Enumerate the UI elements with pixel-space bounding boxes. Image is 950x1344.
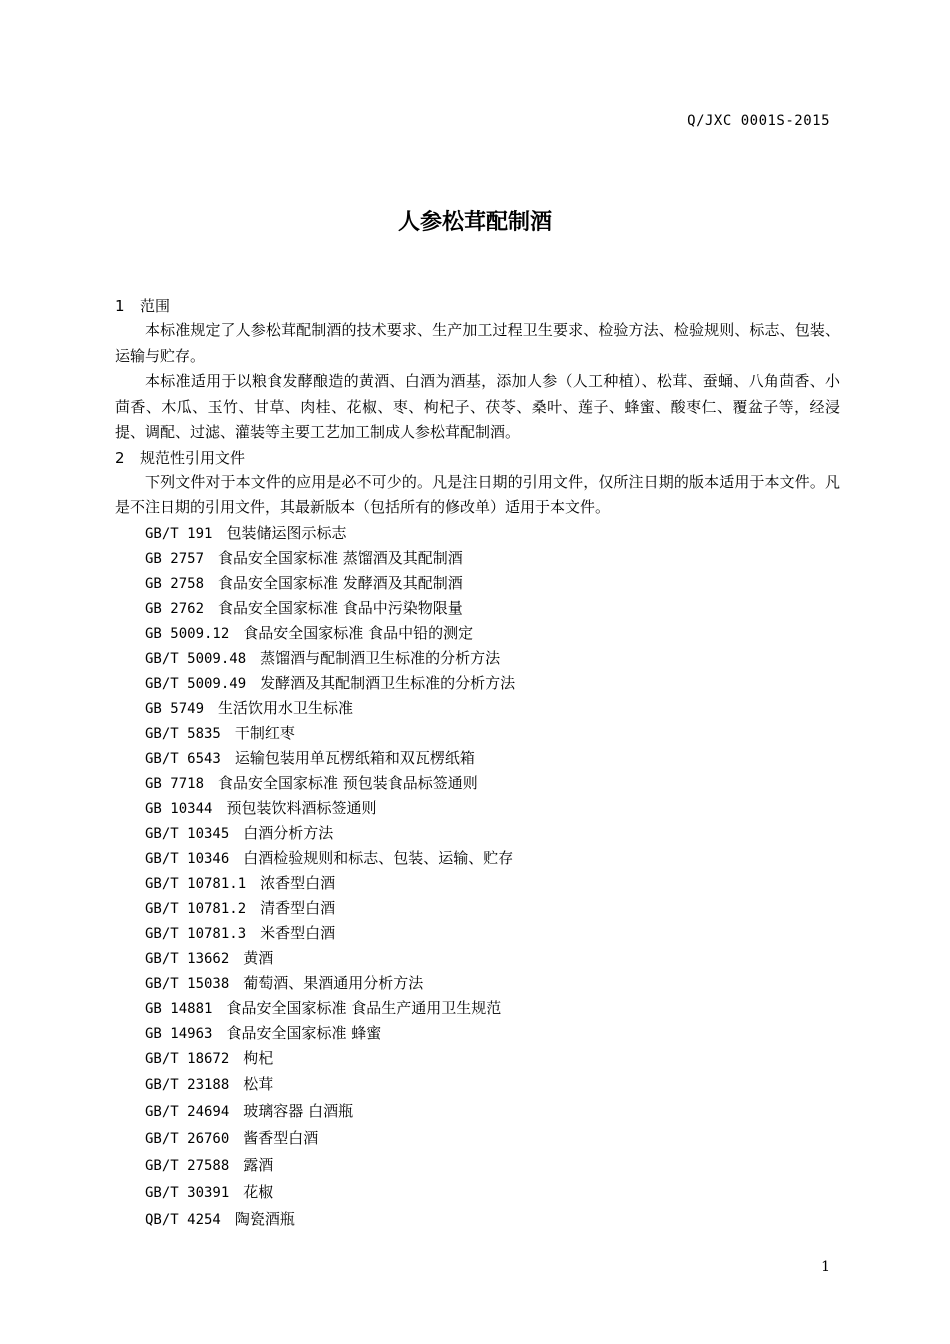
reference-item <box>115 746 840 771</box>
reference-item <box>115 921 840 946</box>
reference-title: 食品安全国家标准 食品中污染物限量 <box>218 598 463 617</box>
reference-code: GB/T 10346 <box>145 850 230 867</box>
reference-title: 食品安全国家标准 蒸馏酒及其配制酒 <box>218 548 463 567</box>
reference-item <box>115 1206 840 1233</box>
reference-title: 食品安全国家标准 蜂蜜 <box>226 1023 382 1042</box>
reference-item <box>115 1098 840 1125</box>
reference-code: GB/T 15038 <box>145 975 230 992</box>
reference-code: GB 14963 <box>145 1025 213 1042</box>
reference-code: GB/T 10781.2 <box>145 900 247 917</box>
reference-item <box>115 1021 840 1046</box>
reference-code: GB 5009.12 <box>145 625 230 642</box>
reference-title: 包装储运图示标志 <box>226 523 347 542</box>
reference-title: 露酒 <box>243 1155 274 1174</box>
reference-title: 葡萄酒、果酒通用分析方法 <box>243 973 424 992</box>
reference-code: GB 7718 <box>145 775 205 792</box>
section-number: 2 <box>115 448 125 467</box>
reference-code: GB/T 191 <box>145 525 213 542</box>
reference-title: 运输包装用单瓦楞纸箱和双瓦楞纸箱 <box>234 748 475 767</box>
reference-code: GB/T 18672 <box>145 1050 230 1067</box>
reference-item <box>115 821 840 846</box>
reference-code: GB/T 30391 <box>145 1184 230 1201</box>
reference-code: GB 2757 <box>145 550 205 567</box>
reference-title: 发酵酒及其配制酒卫生标准的分析方法 <box>260 673 516 692</box>
reference-title: 枸杞 <box>243 1048 274 1067</box>
reference-item <box>115 1179 840 1206</box>
reference-code: GB/T 5009.48 <box>145 650 247 667</box>
reference-title: 白酒分析方法 <box>243 823 334 842</box>
reference-item <box>115 771 840 796</box>
reference-code: GB/T 10781.3 <box>145 925 247 942</box>
reference-item <box>115 871 840 896</box>
reference-code: GB 2758 <box>145 575 205 592</box>
reference-code: GB 14881 <box>145 1000 213 1017</box>
reference-title: 食品安全国家标准 发酵酒及其配制酒 <box>218 573 463 592</box>
reference-code: GB/T 23188 <box>145 1076 230 1093</box>
references-intro: 下列文件对于本文件的应用是必不可少的。凡是注日期的引用文件，仅所注日期的版本适用于本文件。凡是不注日期的引用文件，其最新版本（包括所有的修改单）适用于本文件。 <box>115 472 840 516</box>
reference-title: 米香型白酒 <box>260 923 336 942</box>
reference-title: 干制红枣 <box>234 723 295 742</box>
reference-title: 食品安全国家标准 食品生产通用卫生规范 <box>226 998 502 1017</box>
reference-title: 浓香型白酒 <box>260 873 336 892</box>
reference-title: 花椒 <box>243 1182 274 1201</box>
section-1-heading <box>115 294 840 318</box>
section-number: 1 <box>115 297 125 315</box>
reference-item <box>115 846 840 871</box>
document-body <box>115 294 840 1233</box>
reference-item <box>115 571 840 596</box>
scope-paragraph: 本标准规定了人参松茸配制酒的技术要求、生产加工过程卫生要求、检验方法、检验规则、标志、包装、运输与贮存。 <box>115 321 840 365</box>
reference-item <box>115 971 840 996</box>
reference-title: 陶瓷酒瓶 <box>234 1209 295 1228</box>
section-2-heading <box>115 446 840 470</box>
reference-title: 酱香型白酒 <box>243 1128 319 1147</box>
reference-code: GB/T 24694 <box>145 1103 230 1120</box>
reference-title: 蒸馏酒与配制酒卫生标准的分析方法 <box>260 648 501 667</box>
reference-item <box>115 621 840 646</box>
reference-item <box>115 896 840 921</box>
reference-item <box>115 646 840 671</box>
scope-paragraph: 本标准适用于以粮食发酵酿造的黄酒、白酒为酒基，添加人参（人工种植）、松茸、蚕蛹、八角茴香、小茴香、木瓜、玉竹、甘草、肉桂、花椒、枣、枸杞子、茯苓、桑叶、莲子、蜂蜜、酸枣仁、覆盆子等，经浸提、调配、过滤、灌装等主要工艺加工制成人参松茸配制酒。 <box>115 372 840 441</box>
reference-item <box>115 996 840 1021</box>
reference-item <box>115 671 840 696</box>
reference-title: 食品安全国家标准 食品中铅的测定 <box>243 623 474 642</box>
reference-code: GB 5749 <box>145 700 205 717</box>
reference-code: GB 10344 <box>145 800 213 817</box>
standard-code: Q/JXC 0001S-2015 <box>687 113 830 129</box>
reference-item <box>115 946 840 971</box>
document-title: 人参松茸配制酒 <box>397 210 552 235</box>
reference-item <box>115 521 840 546</box>
reference-item <box>115 1125 840 1152</box>
reference-item <box>115 696 840 721</box>
reference-item <box>115 546 840 571</box>
reference-title: 生活饮用水卫生标准 <box>218 698 354 717</box>
reference-item <box>115 721 840 746</box>
reference-title: 清香型白酒 <box>260 898 336 917</box>
reference-code: GB/T 10781.1 <box>145 875 247 892</box>
reference-code: QB/T 4254 <box>145 1211 221 1228</box>
reference-item <box>115 796 840 821</box>
reference-code: GB/T 10345 <box>145 825 230 842</box>
reference-code: GB/T 6543 <box>145 750 221 767</box>
section-title: 范围 <box>140 297 171 315</box>
reference-item <box>115 1046 840 1071</box>
reference-title: 黄酒 <box>243 948 274 967</box>
reference-item <box>115 1071 840 1098</box>
reference-code: GB/T 26760 <box>145 1130 230 1147</box>
reference-item <box>115 1152 840 1179</box>
reference-code: GB/T 13662 <box>145 950 230 967</box>
reference-code: GB/T 5835 <box>145 725 221 742</box>
reference-title: 白酒检验规则和标志、包装、运输、贮存 <box>243 848 514 867</box>
reference-code: GB/T 27588 <box>145 1157 230 1174</box>
section-title: 规范性引用文件 <box>140 448 246 467</box>
reference-title: 预包装饮料酒标签通则 <box>226 798 377 817</box>
reference-title: 玻璃容器 白酒瓶 <box>243 1101 354 1120</box>
reference-title: 松茸 <box>243 1074 274 1093</box>
reference-title: 食品安全国家标准 预包装食品标签通则 <box>218 773 478 792</box>
reference-code: GB/T 5009.49 <box>145 675 247 692</box>
reference-code: GB 2762 <box>145 600 205 617</box>
page-number: 1 <box>821 1259 830 1275</box>
reference-list <box>115 521 840 1233</box>
reference-item <box>115 596 840 621</box>
